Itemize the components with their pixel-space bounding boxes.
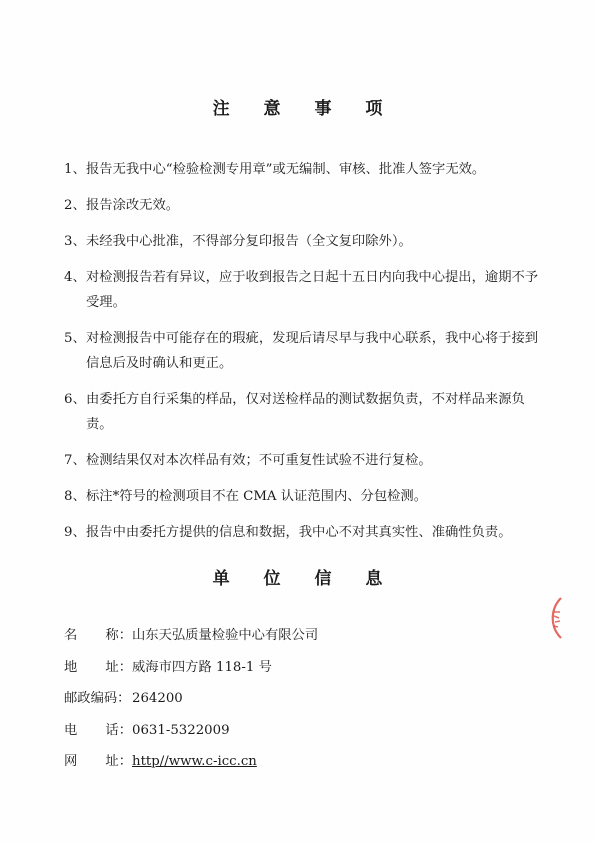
notice-item <box>64 326 544 376</box>
notice-item-text: 标注*符号的检测项目不在 CMA 认证范围内、分包检测。 <box>86 489 428 504</box>
notice-item-number: 7、 <box>64 453 86 468</box>
notice-item-text: 未经我中心批准，不得部分复印报告（全文复印除外）。 <box>86 234 412 249</box>
notice-item-number: 8、 <box>64 489 86 504</box>
notice-item <box>64 484 544 509</box>
notice-item <box>64 193 544 218</box>
info-label-first: 地 <box>64 659 78 675</box>
notice-item-number: 9、 <box>64 525 86 540</box>
notice-item-text: 报告无我中心“检验检测专用章”或无编制、审核、批准人签字无效。 <box>86 162 486 177</box>
info-label-first: 网 <box>64 754 78 769</box>
website-link[interactable]: http//www.c-icc.cn <box>132 754 257 769</box>
info-label <box>64 626 132 658</box>
info-label-second: 址： <box>105 659 132 675</box>
unit-info-row-phone <box>64 721 524 753</box>
unit-info-list <box>64 626 524 784</box>
notice-item <box>64 229 544 254</box>
notice-item <box>64 520 544 545</box>
unit-info-row-name <box>64 626 524 658</box>
info-label-second: 称： <box>105 628 132 643</box>
unit-info-row-website <box>64 752 524 784</box>
info-label-first: 电 <box>64 722 78 738</box>
unit-info-title: 单 位 信 息 <box>212 569 397 589</box>
notice-item-number: 5、 <box>64 331 86 346</box>
info-label <box>64 689 132 721</box>
info-label <box>64 752 132 784</box>
info-label-first: 名 <box>64 628 78 643</box>
notice-item <box>64 448 544 473</box>
notice-list <box>64 157 544 556</box>
notice-item-text: 对检测报告若有异议，应于收到报告之日起十五日内向我中心提出，逾期不予受理。 <box>86 270 539 310</box>
info-label-first: 邮政编码： <box>64 691 131 706</box>
notice-item-number: 3、 <box>64 234 86 249</box>
company-address: 威海市四方路 118-1 号 <box>132 659 272 675</box>
notice-title: 注 意 事 项 <box>212 99 397 119</box>
info-label-second: 话： <box>105 722 132 738</box>
company-name: 山东天弘质量检验中心有限公司 <box>132 628 319 643</box>
notice-item-number: 1、 <box>64 162 86 177</box>
notice-item <box>64 387 544 437</box>
unit-info-row-postcode <box>64 689 524 721</box>
notice-item-text: 对检测报告中可能存在的瑕疵，发现后请尽早与我中心联系，我中心将于接到信息后及时确认和更正。 <box>86 331 539 371</box>
info-label-second: 址： <box>105 754 132 769</box>
notice-item-text: 报告涂改无效。 <box>86 198 180 213</box>
notice-item-text: 检测结果仅对本次样品有效；不可重复性试验不进行复检。 <box>86 453 432 468</box>
red-seal-fragment-icon <box>543 596 565 640</box>
notice-item-number: 6、 <box>64 392 86 407</box>
notice-item-number: 2、 <box>64 198 86 213</box>
info-label <box>64 658 132 690</box>
notice-item-text: 报告中由委托方提供的信息和数据，我中心不对其真实性、准确性负责。 <box>86 525 512 540</box>
notice-item-number: 4、 <box>64 270 86 285</box>
unit-info-row-address <box>64 658 524 690</box>
postal-code: 264200 <box>132 691 183 706</box>
info-label <box>64 721 132 753</box>
phone-number: 0631-5322009 <box>132 722 230 738</box>
notice-item-text: 由委托方自行采集的样品，仅对送检样品的测试数据负责，不对样品来源负责。 <box>86 392 525 432</box>
notice-item <box>64 157 544 182</box>
notice-item <box>64 265 544 315</box>
